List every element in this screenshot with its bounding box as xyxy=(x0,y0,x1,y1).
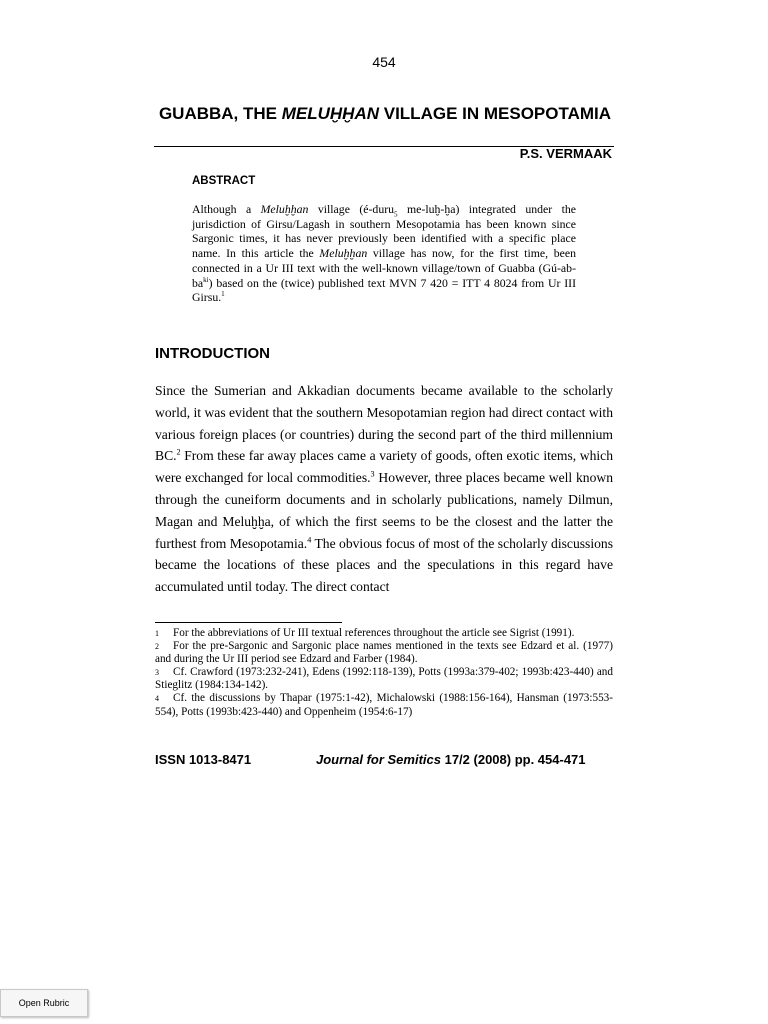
journal-citation xyxy=(316,752,586,767)
title-italic: MELUḪḪAN xyxy=(281,104,380,123)
journal-name: Journal for Semitics xyxy=(316,752,441,767)
footnote-number: 3 xyxy=(155,668,159,678)
abstract-subscript: 5 xyxy=(394,210,398,219)
intro-seg: From these far away places came a variety of goods, often exotic items, which were exchanged for local commodities. xyxy=(155,448,613,486)
abstract-italic: Meluḫḫan xyxy=(319,246,368,261)
title-part-2: VILLAGE IN MESOPOTAMIA xyxy=(379,104,612,123)
footnote xyxy=(155,640,613,666)
footnote-text: For the pre-Sargonic and Sargonic place names mentioned in the texts see Edzard et al. (1977) and during the Ur III period see Edzard and Farber (1984). xyxy=(155,640,613,666)
issn: ISSN 1013-8471 xyxy=(155,752,252,767)
footnote-text: Cf. Crawford (1973:232-241), Edens (1992:118-139), Potts (1993a:379-402; 1993b:423-440) and Stieglitz (1984:134-142). xyxy=(155,666,613,692)
page-number: 454 xyxy=(372,54,396,70)
abstract-superscript: ki xyxy=(203,275,209,284)
footnote xyxy=(155,627,613,640)
footnote-number: 2 xyxy=(155,642,159,652)
abstract-seg: Although a xyxy=(192,202,261,216)
author: P.S. VERMAAK xyxy=(519,146,612,161)
introduction-heading: INTRODUCTION xyxy=(155,345,270,362)
footnote-ref[interactable]: 4 xyxy=(307,535,312,545)
abstract-seg: ) based on the (twice) published text MVN 7 420 = ITT 4 8024 from Ur III Girsu. xyxy=(192,275,576,305)
footnote-ref[interactable]: 3 xyxy=(370,469,375,479)
footnote-text: Cf. the discussions by Thapar (1975:1-42), Michalowski (1988:156-164), Hansman (1973:553-554), Potts (1993b:423-440) and Oppenheim (1954:6-17) xyxy=(155,692,613,718)
footnote-ref[interactable]: 1 xyxy=(221,290,225,299)
footnote-number: 4 xyxy=(155,694,159,704)
footnote-rule xyxy=(155,622,342,623)
footnote-text: For the abbreviations of Ur III textual references throughout the article see Sigrist (1991). xyxy=(173,627,575,639)
footnote xyxy=(155,666,613,692)
abstract-text xyxy=(192,202,576,305)
introduction-text xyxy=(155,380,613,598)
footnote-number: 1 xyxy=(155,629,159,638)
open-rubric-button[interactable]: Open Rubric xyxy=(0,989,88,1017)
footnote-ref[interactable]: 2 xyxy=(176,447,181,457)
article-title xyxy=(150,103,620,124)
abstract-seg: village has now, for the first time, been connected in a Ur III text with the well-known village/town of Guabba (Gú-ab-ba xyxy=(192,246,577,290)
abstract-heading: ABSTRACT xyxy=(192,175,256,187)
intro-seg: Since the Sumerian and Akkadian documents became available to the scholarly world, it was evident that the southern Mesopotamian region had direct contact with various foreign places (or countries) during the second part of the third millennium BC. xyxy=(155,383,613,464)
abstract-seg: me-luḫ-ḫa) integrated under the jurisdiction of Girsu/Lagash in southern Mesopotamia has been known since Sargonic times, it has never previously been identified with a specific place name. In this article the xyxy=(192,202,577,261)
footnotes xyxy=(155,627,613,719)
intro-seg: However, three places became well known through the cuneiform documents and in scholarly publications, namely Dilmun, Magan and Meluḫḫa, of which the first seems to be the closest and the latter the furthest from Mesopotamia. xyxy=(155,470,613,551)
abstract-italic: Meluḫḫan xyxy=(260,202,309,216)
journal-volume: 17/2 (2008) pp. 454-471 xyxy=(440,752,586,767)
abstract-seg: village (é-duru xyxy=(308,202,395,216)
title-part-1: GUABBA, THE xyxy=(158,104,282,123)
footnote xyxy=(155,692,613,718)
intro-seg: The obvious focus of most of the scholarly discussions became the locations of these places and the speculations in this regard have accumulated until today. The direct contact xyxy=(155,535,613,595)
